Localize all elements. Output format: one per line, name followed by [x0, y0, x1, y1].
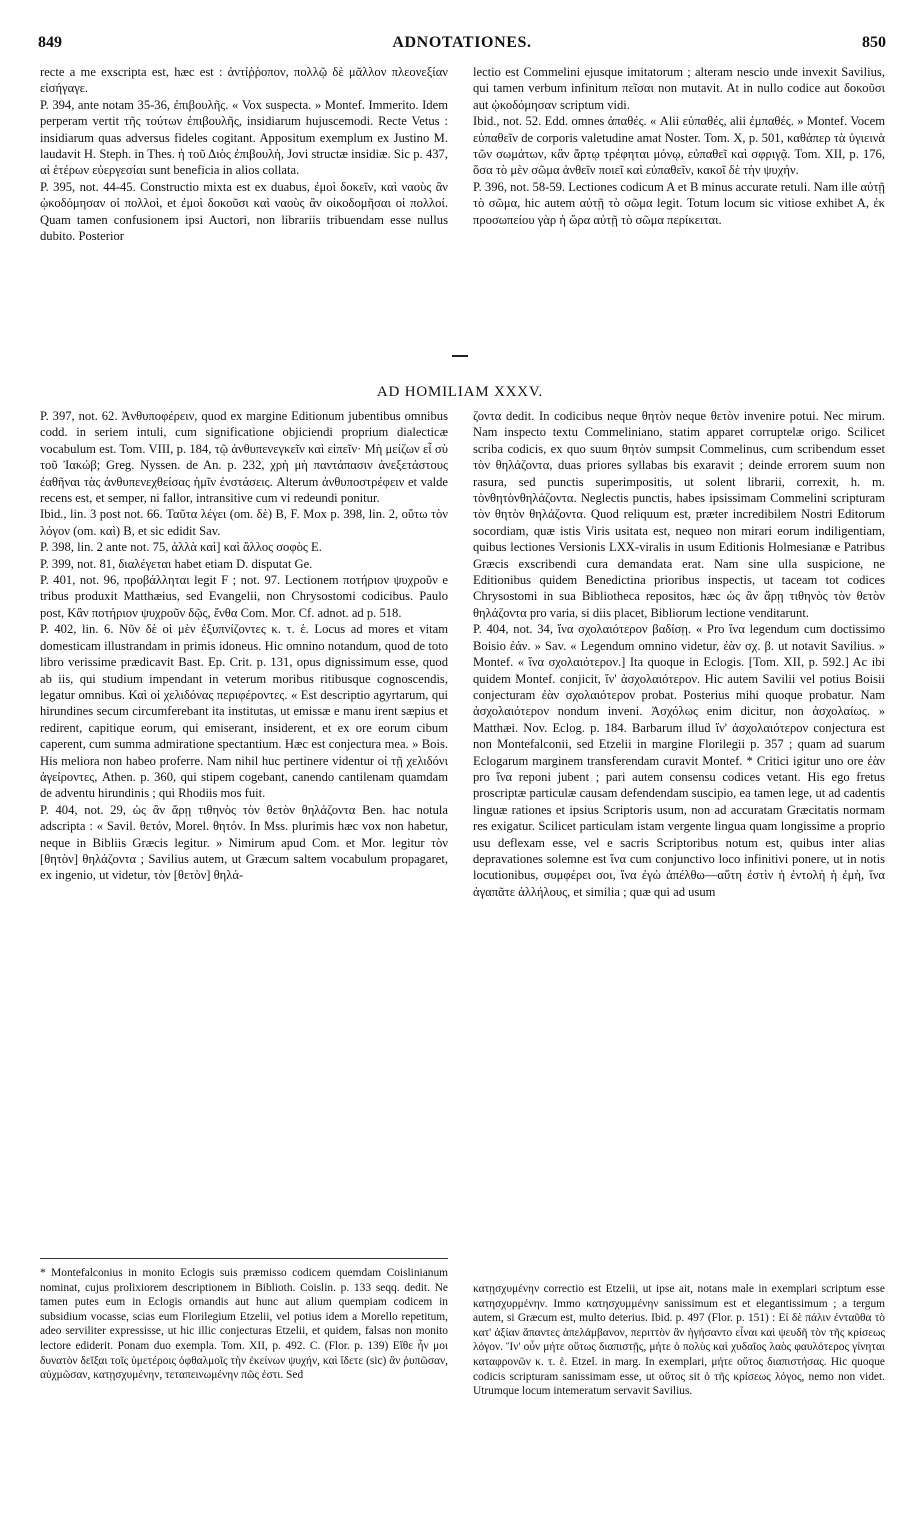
paragraph: lectio est Commelini ejusque imitatorum ; alteram nescio unde invexit Savilius, qui tamen verbum infinitum πεῖσαι non mutavit. At in nullo codice aut δοκοῦσι aut ᾠκοδόμησαν scriptum vidi. [473, 65, 885, 112]
paragraph: P. 394, ante notam 35-36, ἐπιβουλῆς. « Vox suspecta. » Montef. Immerito. Idem perperam vertit τῆς τούτων ἐπιβουλῆς, insidiarum hujuscemodi. Recte Vetus : insidiarum quas adversus fideles cogitant. Appositum exemplum ex Justino M. laudavit H. Steph. in Thes. ἡ τοῦ Διὸς ἐπιβουλὴ, Jovi structæ insidiæ. Sic p. 437, αἱ ἑτέρων εὐεργεσίαι sunt beneficia in alios collata. [40, 97, 448, 178]
top-right-column [473, 64, 885, 228]
running-header [38, 34, 886, 56]
page-number-left: 849 [38, 34, 62, 51]
footnote-right [473, 1282, 885, 1399]
paragraph: recte a me exscripta est, hæc est : ἀντίῤῥοπον, πολλῷ δὲ μᾶλλον πλεονεξίαν εἰσήγαγε. [40, 65, 448, 96]
running-title: ADNOTATIONES. [392, 34, 532, 51]
paragraph: Ibid., lin. 3 post not. 66. Ταῦτα λέγει (om. δὲ) B, F. Mox p. 398, lin. 2, οὕτω τὸν λόγον (om. καὶ) B, et sic edidit Sav. [40, 507, 448, 538]
paragraph: ζοντα dedit. In codicibus neque θητὸν neque θετὸν invenire potui. Nec mirum. Nam inspecto textu Commeliniano, statim apparet corruptelæ origo. Scilicet scriba codicis, ex quo suum θητὸν sumpsit Commelinus, cum scribendum esset τὸν θηλάζοντα, duas priores syllabas bis exaravit ; deinde errorem suum non rasura, sed punctis superimpositis, ut solent librarii, correxit, h. m. τὸνθητὸνθηλάζοντα. Neglectis punctis, habes ipsissimam Commelini scripturam τὸν θητὸν θηλάζοντα. Quod reliquum est, præter incredibilem Nostri Editorum socordiam, quæ istis Viris usitata est, nequeo non mirari eorum indiligentiam, quibus lectiones Versionis LXX-viralis in usum Editionis Holmesianæ e Patribus Græcis exscribendi cura demandata erat. Nam sine ulla suspicione, ne Editionibus quidem Benedictina prioribus inspectis, ut taceam tot codices Chrysostomi in sua Bibliotheca repositos, hæc ὡς ἂν ἄρῃ τιθηνὸς τὸν θετὸν θηλάζοντα pro varia, si diis placet, Bibliorum lectione venditarunt. [473, 409, 885, 620]
section-separator [452, 355, 468, 357]
paragraph: P. 404, not. 34, ἵνα σχολαιότερον βαδίσῃ. « Pro ἵνα legendum cum doctissimo Boisio ἐάν. » Sav. « Legendum omnino videtur, ἐὰν σχ. β. ut notavit Savilius. » Montef. « ἵνα σχολαιότερον.] Ita quoque in Eclogis. [Tom. XII, p. 592.] Ac ibi quidem Montef. conjicit, ἵν' ἀσχολαιότερον. Hic autem Savilii vel potius Boisii conjecturam ἐὰν σχολαιότερον probat. Posterius mihi quoque probatur. Nam ἀσχολαιότερον nondum inveni. Ἀσχόλως enim dicitur, non ἀσχολαίως. » Matthæi. Nov. Eclog. p. 184. Barbarum illud ἵν' ἀσχολαιότερον conjectura est non Montefalconii, sed Etzelii in margine Florilegii p. 357 ; quam ad suarum Eclogarum marginem transferendam curavit Montef. * Critici igitur uno ore ἐὰν pro ἵνα reponi jubent ; pari autem consensu codices vetant. His ego fretus proscriptæ particulæ causam defendendam suscipio, ea tamen lege, ut ad cadentis linguæ rationes et ipsius Scriptoris usum, non ad accuratam Græcitatis normam res exigatur. Scilicet particulam istam vergente lingua quam longissime a proprio usu deflexam esse, vel e sacris Scriptoribus notum est, quibus inter alias depravationes solemne est ἵνα cum conjunctivo loco infinitivi ponere, ut in notis locutionibus, συμφέρει σοι, ἵνα ἐγὼ ἀπέλθω—αὕτη ἐστὶν ἡ ἐντολὴ ἡ ἐμὴ, ἵνα ἀγαπᾶτε ἀλλήλους, et similia ; quæ qui ad usum [473, 622, 885, 899]
top-left-column [40, 64, 448, 244]
paragraph: P. 397, not. 62. Ἀνθυποφέρειν, quod ex margine Editionum jubentibus omnibus codd. in seriem intuli, cum significatione objiciendi proprium dialecticæ vocabulum est. Tom. VIII, p. 184, τῷ ἀνθυπενεγκεῖν καὶ εἰπεῖν· Μὴ μείζων εἶ σὺ τοῦ Ἰακώβ; Greg. Nyssen. de An. p. 232, χρὴ μὴ παντάπασιν ἀνεξετάστους ἐαθῆναι τὰς ἀνθυπενεχθείσας ἡμῖν ἐνστάσεις. Alterum ἀνθυποστρέφειν et valde recens est, et semper, ni fallor, intransitive cum vi redeundi ponitur. [40, 409, 448, 506]
bottom-left-column [40, 408, 448, 884]
paragraph: P. 398, lin. 2 ante not. 75, ἀλλὰ καὶ] καὶ ἄλλος σοφὸς E. [40, 540, 322, 555]
section-title: AD HOMILIAM XXXV. [376, 384, 544, 400]
paragraph: Ibid., not. 52. Edd. omnes ἀπαθές. « Alii εὐπαθές, alii ἐμπαθές. » Montef. Vocem εὐπαθεῖν de corporis valetudine amat Noster. Tom. X, p. 501, καθάπερ τὰ ὑγιεινὰ τῶν σωμάτων, κἂν ἄρτῳ τρέφηται μόνῳ, εὐπαθεῖ καὶ σφριγᾷ. Tom. XII, p. 176, ὅσα τὸ μὲν σῶμα ἀνθεῖν ποιεῖ καὶ εὐπαθεῖν, κακοῖ δὲ τὴν ψυχήν. [473, 114, 885, 178]
paragraph: P. 401, not. 96, προβάλληται legit F ; not. 97. Lectionem ποτήριον ψυχροῦν e tribus produxit Matthæius, sed Evangelii, non Chrysostomi codicibus. Paulo post, Κἂν ποτήριον ψυχροῦν δῷς, ἔνθα Com. Mor. Cf. adnot. ad p. 518. [40, 573, 448, 620]
page-number-right: 850 [862, 34, 886, 51]
footnote-text: κατῃσχυμένην correctio est Etzelii, ut ipse ait, notans male in exemplari scriptum esse κατησχυρμένην. Immo κατησχυμμένην sanissimum est et elegantissimum ; a tergum autem, si Græcum est, multo deterius. Ibid. p. 497 (Flor. p. 151) : Εἰ δὲ πάλιν ἐνταῦθα τὸ κατ' ἀξίαν ἅπαντες ἀπελάμβανον, περιττὸν ἂν ἡγήσαντο εἶναι καὶ ψευδῆ τὸν τῆς κρίσεως λόγον. Ἵν' οὖν μήτε οὕτως διαπιστῇς, μήτε ὁ πολὺς καὶ χυδαῖος λαὸς φαυλότερος γίνηται καταφρονῶν κ. τ. ἑ. Etzel. in marg. In exemplari, μήτε οὕτος διαπιστήσας. Hic quoque codicis scripturam sanissimam esse, ut οὕτος sit ὁ τῆς κρίσεως λόγος, nemo non videt. Utrumque locum intemeratum servavit Savilius. [473, 1283, 885, 1398]
paragraph: P. 396, not. 58-59. Lectiones codicum A et B minus accurate retuli. Nam ille αὐτῇ τὸ σῶμα, hic autem αὐτῇ τὸ σῶμα legit. Totum locum sic vitiose exhibet A, ἐκ προσωπείου γὰρ ἡ ὥρα αὐτῇ τὸ σῶμα περίκειται. [473, 179, 885, 227]
paragraph: P. 404, not. 29, ὡς ἂν ἄρῃ τιθηνὸς τὸν θετὸν θηλάζοντα Ben. hac notula adscripta : « Savil. θετόν, Morel. θητόν. In Mss. plurimis hæc vox non habetur, neque in Bibliis Græcis legitur. » Nimirum apud Com. et Mor. legitur τὸν [θητὸν] θηλάζοντα ; Savilius autem, ut Græcum saltem vocabulum propagaret, ex ingenio, ut videtur, τὸν [θετὸν] θηλά- [40, 802, 448, 883]
footnote-text: * Montefalconius in monito Eclogis suis præmisso codicem quemdam Coislinianum nominat, cujus prolixiorem descriptionem in Biblioth. Coislin. p. 133 seqq. dedit. Ne tamen putes eum in Eclogis ornandis aut hunc aut alium quempiam codicem in subsidium vocasse, scias eum Florilegium Etzelii, vel potius idem a Morello repetitum, adeo serviliter expressisse, ut hic illic conjecturas Etzelii, et quidem, falsas non monito lectore ediderit. Ponam duo exempla. Tom. XII, p. 492. C. (Flor. p. 139) Εἴθε ἦν μοι δυνατὸν δεῖξαι τοῖς ὑμετέροις ὀφθαλμοῖς τὴν ἐκείνων ψυχήν, καὶ ἴδετε (sic) ἂν ῥυπῶσαν, αὐχμῶσαν, κατῃσχυμένην, τεταπεινωμένην πῶς ἐστι. Sed [40, 1267, 448, 1382]
paragraph: P. 395, not. 44-45. Constructio mixta est ex duabus, ἐμοὶ δοκεῖν, καὶ ναοὺς ἂν ᾠκοδόμησαν οἱ πολλοὶ, et ἐμοὶ δοκοῦσι καὶ ναοὺς ἂν οἰκοδομῆσαι οἱ πολλοί. Quam tamen confusionem ipsi Auctori, non librariis tribuendam esse nullus dubito. Posterior [40, 179, 448, 244]
paragraph: P. 399, not. 81, διαλέγεται habet etiam D. disputat Ge. [40, 556, 313, 571]
bottom-right-column [473, 408, 885, 900]
footnote-rule [40, 1258, 448, 1259]
paragraph: P. 402, lin. 6. Νῦν δὲ οἱ μὲν ἐξυπνίζοντες κ. τ. ἑ. Locus ad mores et vitam domesticam illustrandam in primis idoneus. Hic omnino notandum, quod de toto libro verissime prædicavit Bast. Ep. Crit. p. 131, opus dignissimum esse, quod ab iis, qui studium impendant in veterum moribus ritibusque cognoscendis, legatur omnibus. Καὶ οἱ χελιδόνας περιφέροντες. « Est descriptio agyrtarum, qui hirundines secum circumferebant ita institutas, ut emissæ e manu irent sæpius et redirent, capitique eorum, qui emiserant, insiderent, et ex ore eorum cibum caperent, cum summa admiratione spectantium. Hæc est conjectura mea. » Bois. His meliora non habeo proferre. Nam nihil huc pertinere videntur οἱ τῇ χελιδόνι ἀγείροντες, Athen. p. 360, qui stipem cogebant, canendo cantilenam quamdam de adventu hirundinis ; qui Rhodiis mos fuit. [40, 622, 448, 801]
footnote-left [40, 1266, 448, 1383]
